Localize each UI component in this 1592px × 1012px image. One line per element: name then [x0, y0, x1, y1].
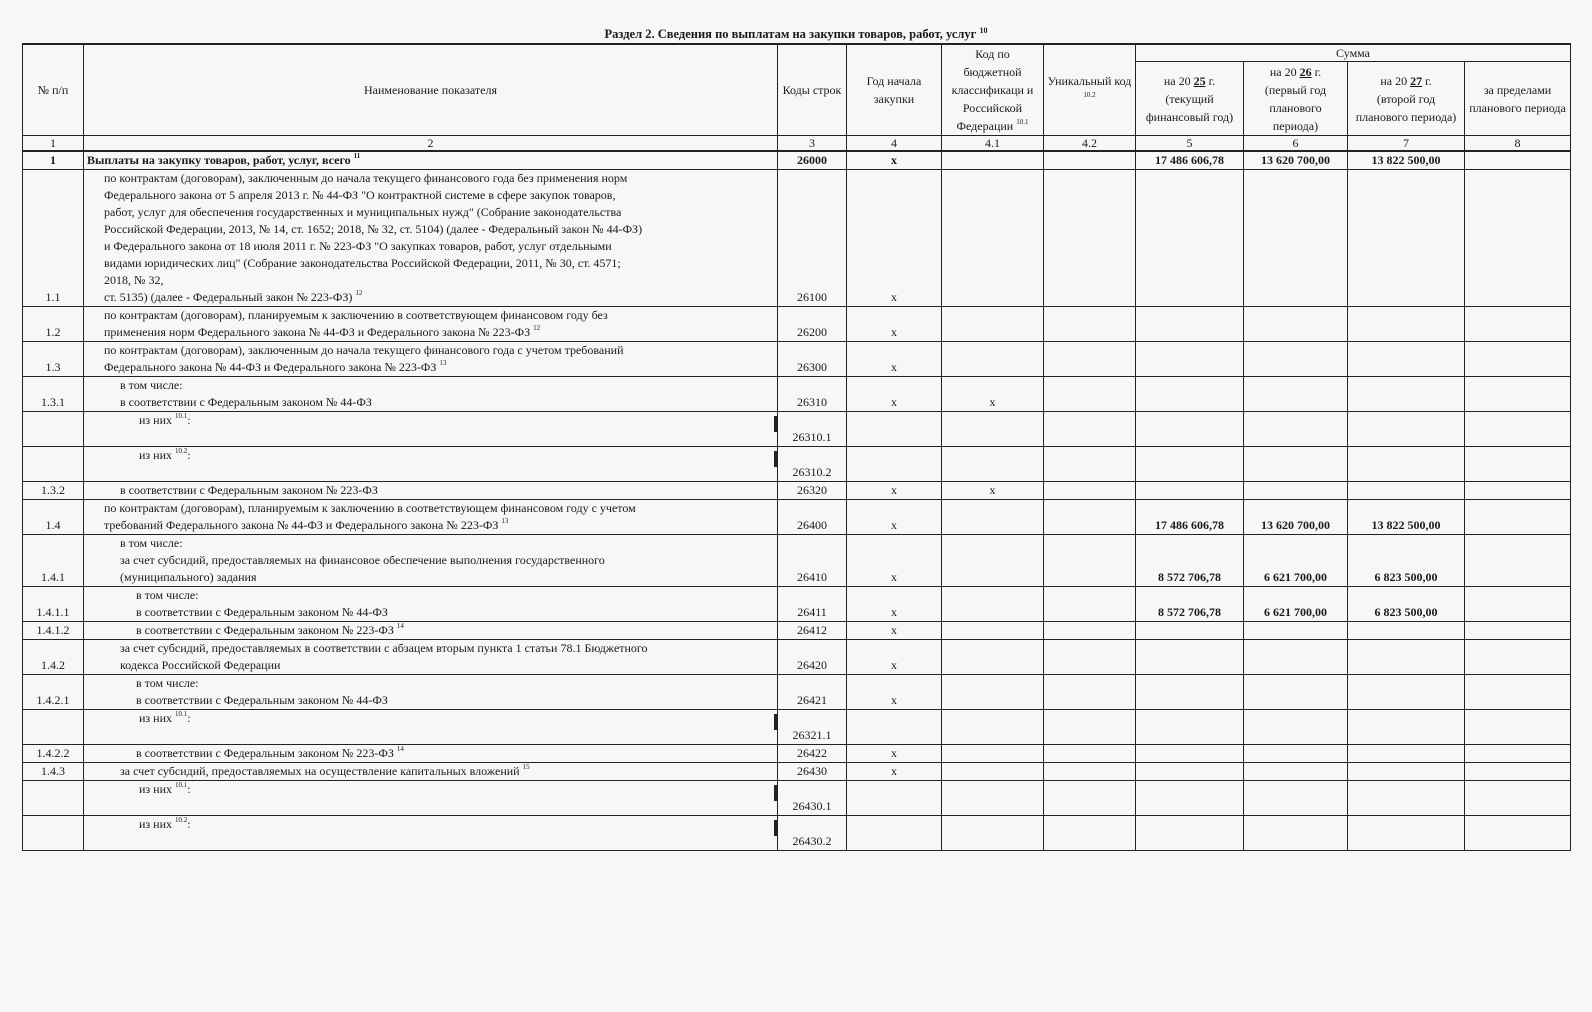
value-cell	[942, 710, 1044, 745]
row-name: в том числе: за счет субсидий, предоставляемых на финансовое обеспечение выполнения государственного (муниципального) задания	[84, 535, 778, 587]
row-name: по контрактам (договорам), планируемым к заключению в соответствующем финансовом году без применения норм Федерального закона № 44-ФЗ и Федерального закона № 223-ФЗ $^{12}$	[84, 307, 778, 342]
sum-v6: 6 621 700,00	[1244, 587, 1348, 622]
row-kbk	[942, 640, 1044, 675]
sum-v6	[1244, 342, 1348, 377]
sum-v8	[1465, 535, 1571, 587]
row-number: 1.4.1.2	[23, 622, 84, 640]
sum-v6	[1244, 640, 1348, 675]
entry-marker	[774, 820, 777, 836]
table-row	[23, 500, 1571, 535]
sum-v7	[1348, 745, 1465, 763]
table-row	[23, 535, 1571, 587]
row-code: 26321.1	[778, 710, 847, 745]
value-cell	[1136, 710, 1244, 745]
col-number: 5	[1136, 136, 1244, 152]
sum-v7: 6 823 500,00	[1348, 587, 1465, 622]
row-code: 26420	[778, 640, 847, 675]
sub-label: из них $^{10.2}$:	[139, 447, 191, 462]
value-cell	[942, 816, 1044, 851]
row-name: по контрактам (договорам), заключенным до начала текущего финансового года без применения норм Федерального закона от 5 апреля 2013 г. № 44-ФЗ "О контрактной системе в сфере закупок товаров, работ, услуг для обеспечения государственных и муниципальных нужд" (Собрание законодательства Российской Федерации, 2013, № 14, ст. 1652; 2018, № 32, ст. 5104) (далее - Федеральный закон № 44-ФЗ) и Федерального закона от 18 июля 2011 г. № 223-ФЗ "О закупках товаров, работ, услуг отдельными видами юридических лиц" (Собрание законодательства Российской Федерации, 2011, № 30, ст. 4571; 2018, № 32, ст. 5135) (далее - Федеральный закон № 223-ФЗ) $^{12}$	[84, 170, 778, 307]
sum-v7	[1348, 377, 1465, 412]
sum-v7	[1348, 675, 1465, 710]
row-kbk	[942, 622, 1044, 640]
row-kbk	[942, 170, 1044, 307]
sub-label: из них $^{10.2}$:	[139, 816, 191, 831]
value-cell	[847, 781, 942, 816]
row-year: x	[847, 745, 942, 763]
table-row	[23, 781, 1571, 816]
row-name	[84, 710, 778, 745]
table-row	[23, 710, 1571, 745]
row-kbk	[942, 745, 1044, 763]
row-code: 26400	[778, 500, 847, 535]
entry-marker	[774, 714, 777, 730]
sum-v6	[1244, 307, 1348, 342]
entry-marker	[774, 451, 777, 467]
sum-v6	[1244, 745, 1348, 763]
col-number: 8	[1465, 136, 1571, 152]
value-cell	[942, 447, 1044, 482]
value-cell	[1465, 710, 1571, 745]
row-code: 26100	[778, 170, 847, 307]
row-code: 26421	[778, 675, 847, 710]
value-cell	[1044, 781, 1136, 816]
sum-v8	[1465, 307, 1571, 342]
table-row	[23, 763, 1571, 781]
sub-label: из них $^{10.1}$:	[139, 412, 191, 427]
row-name	[84, 816, 778, 851]
value-cell	[942, 412, 1044, 447]
sum-v7	[1348, 763, 1465, 781]
row-kbk	[942, 307, 1044, 342]
table-row	[23, 342, 1571, 377]
row-unique-code	[1044, 675, 1136, 710]
row-number	[23, 781, 84, 816]
row-year: x	[847, 500, 942, 535]
row-year: x	[847, 151, 942, 170]
payments-table	[22, 43, 1571, 851]
sum-v5	[1136, 675, 1244, 710]
row-unique-code	[1044, 640, 1136, 675]
row-unique-code	[1044, 342, 1136, 377]
row-number: 1	[23, 151, 84, 170]
sum-v5: 8 572 706,78	[1136, 587, 1244, 622]
col-number: 2	[84, 136, 778, 152]
sum-v5	[1136, 640, 1244, 675]
row-number	[23, 816, 84, 851]
sum-v5	[1136, 745, 1244, 763]
col-number: 1	[23, 136, 84, 152]
sum-v8	[1465, 170, 1571, 307]
table-row	[23, 675, 1571, 710]
row-kbk	[942, 763, 1044, 781]
col-header-num: № п/п	[23, 44, 84, 136]
row-unique-code	[1044, 307, 1136, 342]
sum-v5	[1136, 377, 1244, 412]
row-name: в соответствии с Федеральным законом № 223-ФЗ	[84, 482, 778, 500]
row-kbk	[942, 342, 1044, 377]
sum-v5: 17 486 606,78	[1136, 151, 1244, 170]
sum-v6: 13 620 700,00	[1244, 151, 1348, 170]
row-year: x	[847, 587, 942, 622]
col-number: 6	[1244, 136, 1348, 152]
value-cell	[847, 447, 942, 482]
value-cell	[1348, 447, 1465, 482]
row-name: в соответствии с Федеральным законом № 223-ФЗ $^{14}$	[84, 745, 778, 763]
col-header-7: на 20 27 г. (второй год планового периода)	[1348, 62, 1465, 136]
col-header-year: Год начала закупки	[847, 44, 942, 136]
row-code: 26310.2	[778, 447, 847, 482]
row-number: 1.3.2	[23, 482, 84, 500]
row-unique-code	[1044, 482, 1136, 500]
row-year: x	[847, 640, 942, 675]
row-code: 26320	[778, 482, 847, 500]
value-cell	[1348, 412, 1465, 447]
value-cell	[1348, 710, 1465, 745]
sum-v5	[1136, 482, 1244, 500]
value-cell	[1465, 781, 1571, 816]
row-year: x	[847, 675, 942, 710]
row-number: 1.1	[23, 170, 84, 307]
table-row	[23, 307, 1571, 342]
row-code: 26310.1	[778, 412, 847, 447]
row-code: 26310	[778, 377, 847, 412]
row-number: 1.4.2	[23, 640, 84, 675]
row-unique-code	[1044, 151, 1136, 170]
row-code: 26200	[778, 307, 847, 342]
value-cell	[1465, 447, 1571, 482]
row-kbk	[942, 587, 1044, 622]
sum-v6	[1244, 170, 1348, 307]
row-kbk: x	[942, 482, 1044, 500]
row-kbk	[942, 675, 1044, 710]
row-code: 26000	[778, 151, 847, 170]
value-cell	[1136, 816, 1244, 851]
row-year: x	[847, 307, 942, 342]
row-number	[23, 412, 84, 447]
table-row	[23, 745, 1571, 763]
sum-v6	[1244, 482, 1348, 500]
value-cell	[1044, 816, 1136, 851]
value-cell	[1136, 781, 1244, 816]
value-cell	[1244, 781, 1348, 816]
row-name	[84, 412, 778, 447]
sum-v6: 13 620 700,00	[1244, 500, 1348, 535]
col-header-kbk: Код по бюджетной классификаци и Российской Федерации $^{10.1}$	[942, 44, 1044, 136]
row-year: x	[847, 482, 942, 500]
sum-v8	[1465, 377, 1571, 412]
row-name	[84, 447, 778, 482]
row-kbk: x	[942, 377, 1044, 412]
row-number: 1.4.2.2	[23, 745, 84, 763]
sum-v6	[1244, 622, 1348, 640]
table-row	[23, 816, 1571, 851]
col-header-sum: Сумма	[1136, 44, 1571, 62]
section-title: Раздел 2. Сведения по выплатам на закупки товаров, работ, услуг $^{10}$	[604, 26, 988, 42]
sum-v8	[1465, 342, 1571, 377]
value-cell	[1244, 816, 1348, 851]
row-code: 26430	[778, 763, 847, 781]
sum-v5	[1136, 342, 1244, 377]
row-name: в том числе: в соответствии с Федеральным законом № 44-ФЗ	[84, 587, 778, 622]
table-row	[23, 447, 1571, 482]
row-number	[23, 447, 84, 482]
row-name: в том числе: в соответствии с Федеральным законом № 44-ФЗ	[84, 675, 778, 710]
row-name: за счет субсидий, предоставляемых в соответствии с абзацем вторым пункта 1 статьи 78.1 Бюджетного кодекса Российской Федерации	[84, 640, 778, 675]
sum-v8	[1465, 500, 1571, 535]
row-number: 1.3	[23, 342, 84, 377]
sum-v7	[1348, 342, 1465, 377]
sum-v8	[1465, 622, 1571, 640]
row-year: x	[847, 535, 942, 587]
value-cell	[1348, 781, 1465, 816]
sum-v8	[1465, 745, 1571, 763]
row-name	[84, 781, 778, 816]
sum-v7	[1348, 482, 1465, 500]
sum-v6: 6 621 700,00	[1244, 535, 1348, 587]
sub-label: из них $^{10.1}$:	[139, 781, 191, 796]
sum-v6	[1244, 377, 1348, 412]
sum-v5: 17 486 606,78	[1136, 500, 1244, 535]
col-header-6: на 20 26 г. (первый год планового периода)	[1244, 62, 1348, 136]
row-name: в соответствии с Федеральным законом № 223-ФЗ $^{14}$	[84, 622, 778, 640]
row-name: по контрактам (договорам), заключенным до начала текущего финансового года с учетом требований Федерального закона № 44-ФЗ и Федерального закона № 223-ФЗ $^{13}$	[84, 342, 778, 377]
sum-v8	[1465, 151, 1571, 170]
row-name: за счет субсидий, предоставляемых на осуществление капитальных вложений $^{15}$	[84, 763, 778, 781]
title-footnote: 10	[979, 26, 988, 35]
value-cell	[1465, 412, 1571, 447]
sum-v5: 8 572 706,78	[1136, 535, 1244, 587]
value-cell	[847, 816, 942, 851]
row-code: 26430.2	[778, 816, 847, 851]
table-row	[23, 640, 1571, 675]
value-cell	[847, 412, 942, 447]
row-code: 26422	[778, 745, 847, 763]
col-number: 3	[778, 136, 847, 152]
table-row	[23, 151, 1571, 170]
value-cell	[1044, 447, 1136, 482]
row-unique-code	[1044, 622, 1136, 640]
row-unique-code	[1044, 377, 1136, 412]
row-name: в том числе: в соответствии с Федеральным законом № 44-ФЗ	[84, 377, 778, 412]
sum-v7	[1348, 307, 1465, 342]
row-unique-code	[1044, 763, 1136, 781]
table-row	[23, 622, 1571, 640]
row-kbk	[942, 151, 1044, 170]
row-unique-code	[1044, 535, 1136, 587]
sum-v7: 13 822 500,00	[1348, 500, 1465, 535]
sum-v7	[1348, 640, 1465, 675]
sum-v6	[1244, 763, 1348, 781]
col-number: 7	[1348, 136, 1465, 152]
sum-v5	[1136, 763, 1244, 781]
value-cell	[1244, 412, 1348, 447]
value-cell	[1136, 447, 1244, 482]
value-cell	[1136, 412, 1244, 447]
sum-v8	[1465, 640, 1571, 675]
row-unique-code	[1044, 587, 1136, 622]
table-row	[23, 377, 1571, 412]
row-year: x	[847, 377, 942, 412]
row-kbk	[942, 500, 1044, 535]
row-code: 26411	[778, 587, 847, 622]
table-row	[23, 587, 1571, 622]
row-year: x	[847, 622, 942, 640]
row-name: по контрактам (договорам), планируемым к заключению в соответствующем финансовом году с учетом требований Федерального закона № 44-ФЗ и Федерального закона № 223-ФЗ $^{13}$	[84, 500, 778, 535]
col-number: 4	[847, 136, 942, 152]
column-numbers-row	[23, 136, 1571, 152]
value-cell	[1465, 816, 1571, 851]
sub-label: из них $^{10.1}$:	[139, 710, 191, 725]
row-name: Выплаты на закупку товаров, работ, услуг, всего $^{11}$	[84, 151, 778, 170]
sum-v5	[1136, 307, 1244, 342]
row-year: x	[847, 170, 942, 307]
value-cell	[1044, 710, 1136, 745]
entry-marker	[774, 785, 777, 801]
sum-v8	[1465, 763, 1571, 781]
sum-v8	[1465, 675, 1571, 710]
sum-v6	[1244, 675, 1348, 710]
row-kbk	[942, 535, 1044, 587]
value-cell	[1044, 412, 1136, 447]
value-cell	[847, 710, 942, 745]
sum-v5	[1136, 622, 1244, 640]
row-number: 1.4.3	[23, 763, 84, 781]
row-number: 1.2	[23, 307, 84, 342]
table-row	[23, 482, 1571, 500]
table-row	[23, 412, 1571, 447]
row-number: 1.4.1.1	[23, 587, 84, 622]
col-header-codes: Коды строк	[778, 44, 847, 136]
sum-v7: 6 823 500,00	[1348, 535, 1465, 587]
entry-marker	[774, 416, 777, 432]
row-number: 1.4.2.1	[23, 675, 84, 710]
value-cell	[1244, 710, 1348, 745]
table-row	[23, 170, 1571, 307]
row-year: x	[847, 342, 942, 377]
sum-v7	[1348, 622, 1465, 640]
sum-v8	[1465, 482, 1571, 500]
sum-v7: 13 822 500,00	[1348, 151, 1465, 170]
row-code: 26412	[778, 622, 847, 640]
col-header-5: на 20 25 г. (текущий финансовый год)	[1136, 62, 1244, 136]
sum-v7	[1348, 170, 1465, 307]
sum-v5	[1136, 170, 1244, 307]
row-number: 1.3.1	[23, 377, 84, 412]
col-header-8: за пределами планового периода	[1465, 62, 1571, 136]
value-cell	[942, 781, 1044, 816]
row-number: 1.4	[23, 500, 84, 535]
row-code: 26300	[778, 342, 847, 377]
row-code: 26410	[778, 535, 847, 587]
row-code: 26430.1	[778, 781, 847, 816]
row-number: 1.4.1	[23, 535, 84, 587]
row-year: x	[847, 763, 942, 781]
value-cell	[1348, 816, 1465, 851]
sum-v8	[1465, 587, 1571, 622]
value-cell	[1244, 447, 1348, 482]
table-body	[23, 151, 1571, 851]
col-number: 4.2	[1044, 136, 1136, 152]
row-unique-code	[1044, 170, 1136, 307]
row-number	[23, 710, 84, 745]
col-number: 4.1	[942, 136, 1044, 152]
row-unique-code	[1044, 745, 1136, 763]
col-header-name: Наименование показателя	[84, 44, 778, 136]
col-header-unique: Уникальный код $^{10.2}$	[1044, 44, 1136, 136]
row-unique-code	[1044, 500, 1136, 535]
